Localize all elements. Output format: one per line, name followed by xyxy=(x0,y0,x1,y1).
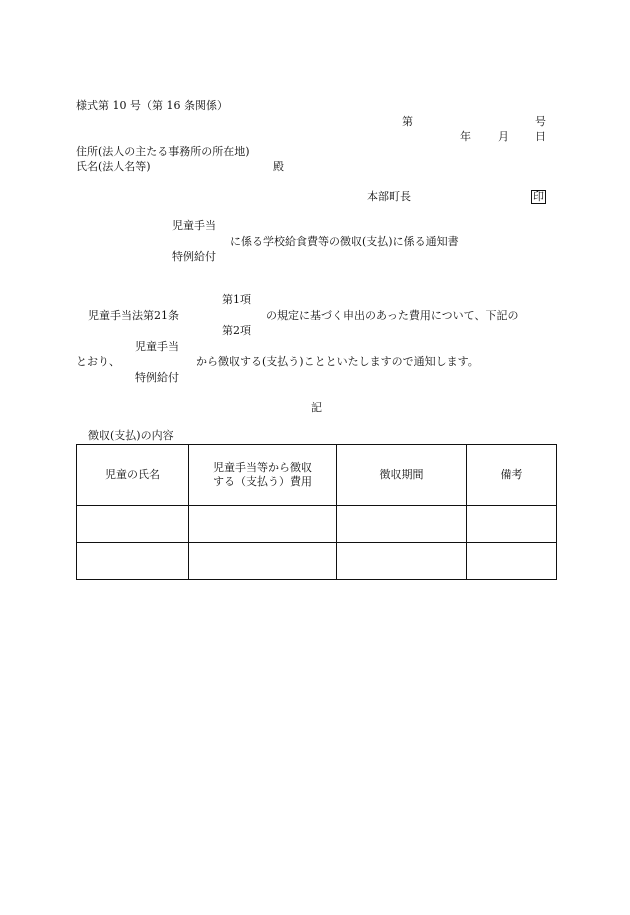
address-label: 住所(法人の主たる事務所の所在地) xyxy=(76,145,250,158)
cell-child-name[interactable] xyxy=(77,543,189,580)
header-cost xyxy=(189,445,337,506)
header-child-name: 児童の氏名 xyxy=(77,445,189,506)
cell-cost[interactable] xyxy=(189,506,337,543)
header-period: 徴収期間 xyxy=(337,445,467,506)
form-number: 様式第 10 号（第 16 条関係） xyxy=(76,99,228,112)
body-option-2: 特例給付 xyxy=(135,371,179,384)
header-cost-line-2: する（支払う）費用 xyxy=(213,475,312,488)
table-row xyxy=(77,506,557,543)
clause-2: 第2項 xyxy=(222,324,251,337)
title-option-2: 特例給付 xyxy=(172,250,216,263)
collection-table xyxy=(76,444,557,580)
honorific: 殿 xyxy=(273,160,284,173)
doc-number-prefix: 第 xyxy=(402,115,413,128)
body-option-1: 児童手当 xyxy=(135,340,179,353)
seal-text: 印 xyxy=(533,190,544,203)
table-row xyxy=(77,543,557,580)
cell-child-name[interactable] xyxy=(77,506,189,543)
cell-remarks[interactable] xyxy=(467,506,557,543)
clause-1: 第1項 xyxy=(222,293,251,306)
body-line-2: から徴収する(支払う)ことといたしますので通知します。 xyxy=(196,355,479,368)
law-reference: 児童手当法第21条 xyxy=(88,309,179,322)
date-month: 月 xyxy=(498,130,509,143)
name-label: 氏名(法人名等) xyxy=(76,160,151,173)
header-cost-line-1: 児童手当等から徴収 xyxy=(213,461,312,474)
header-remarks: 備考 xyxy=(467,445,557,506)
issuer: 本部町長 xyxy=(367,190,411,203)
document-title: に係る学校給食費等の徴収(支払)に係る通知書 xyxy=(230,235,459,248)
body-line-2-start: とおり、 xyxy=(76,355,120,368)
cell-cost[interactable] xyxy=(189,543,337,580)
doc-number-suffix: 号 xyxy=(535,115,546,128)
title-option-1: 児童手当 xyxy=(172,219,216,232)
body-line-1: の規定に基づく申出のあった費用について、下記の xyxy=(266,309,519,322)
date-day: 日 xyxy=(535,130,546,143)
table-header-row xyxy=(77,445,557,506)
date-year: 年 xyxy=(460,130,471,143)
cell-remarks[interactable] xyxy=(467,543,557,580)
seal-mark xyxy=(531,190,546,204)
ki-mark: 記 xyxy=(311,401,322,414)
cell-period[interactable] xyxy=(337,506,467,543)
cell-period[interactable] xyxy=(337,543,467,580)
section-label: 徴収(支払)の内容 xyxy=(88,429,174,442)
